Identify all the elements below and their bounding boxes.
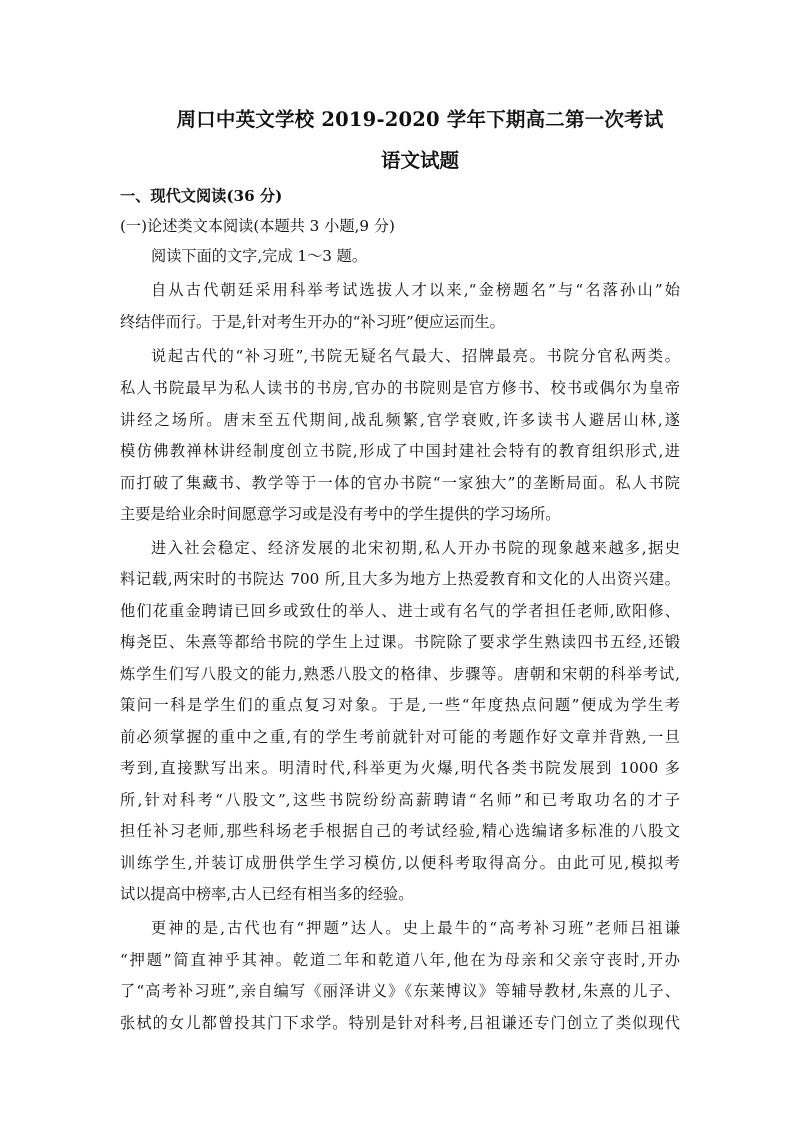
paragraph-line: 考到,直接默写出来。明清时代,科举更为火爆,明代各类书院发展到 1000 多 (120, 759, 680, 777)
paragraph-line: 前必须掌握的重中之重,有的学生考前就针对可能的考题作好文章并背熟,一旦 (120, 728, 680, 746)
paragraph-line: 进入社会稳定、经济发展的北宋初期,私人开办书院的现象越来越多,据史 (151, 539, 680, 557)
paragraph-line: 讲经之场所。唐末至五代期间,战乱频繁,官学衰败,许多读书人避居山林,遂 (120, 411, 680, 429)
paragraph-line: 而打破了集藏书、教学等于一体的官办书院“一家独大”的垄断局面。私人书院 (120, 474, 680, 492)
exam-title: 周口中英文学校 2019-2020 学年下期高二第一次考试 (176, 108, 664, 131)
paragraph-line: 所,针对科考“八股文”,这些书院纷纷高薪聘请“名师”和已考取功名的才子 (120, 791, 680, 809)
paragraph-line: 主要是给业余时间愿意学习或是没有考中的学生提供的学习场所。 (120, 505, 561, 523)
paragraph-line: 模仿佛教禅林讲经制度创立书院,形成了中国封建社会特有的教育组织形式,进 (120, 442, 680, 460)
exam-subtitle: 语文试题 (380, 149, 459, 172)
paragraph-line: 炼学生们写八股文的能力,熟悉八股文的格律、步骤等。唐朝和宋朝的科举考试, (120, 665, 680, 683)
paragraph-line: 担任补习老师,那些科场老手根据自己的考试经验,精心选编诸多标准的八股文 (120, 822, 680, 840)
paragraph-line: 训练学生,并装订成册供学生学习模仿,以便科考取得高分。由此可见,模拟考 (120, 854, 680, 872)
paragraph-line: 自从古代朝廷采用科举考试选拔人才以来,“金榜题名”与“名落孙山”始 (151, 281, 680, 299)
paragraph-line: 张栻的女儿都曾投其门下求学。特别是针对科考,吕祖谦还专门创立了类似现代 (120, 1014, 680, 1032)
paragraph-line: 更神的是,古代也有“押题”达人。史上最牛的“高考补习班”老师吕祖谦 (151, 919, 680, 937)
paragraph-line: 试以提高中榜率,古人已经有相当多的经验。 (120, 885, 414, 903)
subsection-heading: (一)论述类文本阅读(本题共 3 小题,9 分) (120, 217, 395, 235)
paragraph-line: 终结伴而行。于是,针对考生开办的“补习班”便应运而生。 (120, 313, 505, 331)
section-heading: 一、现代文阅读(36 分) (120, 187, 283, 205)
paragraph-line: 说起古代的“补习班”,书院无疑名气最大、招牌最亮。书院分官私两类。 (151, 347, 680, 365)
paragraph-line: 他们花重金聘请已回乡或致仕的举人、进士或有名气的学者担任老师,欧阳修、 (120, 602, 680, 620)
paragraph-line: “押题”简直神乎其神。乾道二年和乾道八年,他在为母亲和父亲守丧时,开办 (120, 951, 680, 969)
paragraph-line: 料记载,两宋时的书院达 700 所,且大多为地方上热爱教育和文化的人出资兴建。 (120, 570, 680, 588)
paragraph-line: 了“高考补习班”,亲自编写《丽泽讲义》《东莱博议》等辅导教材,朱熹的儿子、 (120, 982, 680, 1000)
paragraph-line: 私人书院最早为私人读书的书房,官办的书院则是官方修书、校书或偶尔为皇帝 (120, 379, 680, 397)
paragraph-line: 策问一科是学生们的重点复习对象。于是,一些“年度热点问题”便成为学生考 (120, 696, 680, 714)
paragraph-line: 梅尧臣、朱熹等都给书院的学生上过课。书院除了要求学生熟读四书五经,还锻 (120, 633, 680, 651)
reading-instruction: 阅读下面的文字,完成 1～3 题。 (151, 247, 368, 265)
